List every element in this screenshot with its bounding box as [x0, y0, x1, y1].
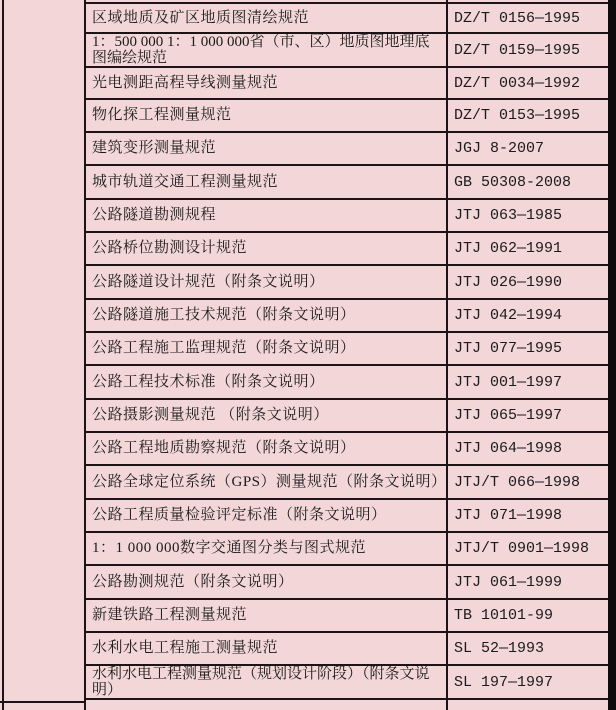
clipped-row-bottom [86, 700, 608, 710]
table-left-border [2, 0, 4, 710]
standard-code: TB 10101-99 [454, 607, 554, 624]
standard-code: JTJ/T 066—1998 [454, 473, 581, 491]
standard-code: JTJ 077—1995 [454, 340, 563, 357]
table-row [86, 566, 608, 600]
standard-code: JTJ 063—1985 [454, 207, 563, 224]
standard-name: 1：1 000 000数字交通图分类与图式规范 [92, 540, 367, 556]
standard-code: JGJ 8-2007 [454, 140, 545, 157]
standard-code: JTJ 064—1998 [454, 440, 563, 457]
left-column-bottom-border [0, 701, 86, 703]
standard-code: JTJ 026—1990 [454, 273, 563, 291]
table-row [86, 133, 608, 166]
standard-code: DZ/T 0159—1995 [454, 41, 581, 59]
standard-name: 区域地质及矿区地质图清绘规范 [92, 9, 310, 26]
table-row [86, 34, 608, 68]
standard-code: DZ/T 0156—1995 [454, 9, 581, 27]
table-row [86, 500, 608, 533]
standard-name: 1：500 000 1：1 000 000省（市、区）地质图地理底图编绘规范 [92, 34, 430, 66]
table-row [86, 4, 608, 34]
table-row [86, 666, 608, 700]
table-row [86, 433, 608, 466]
standard-code: JTJ 061—1999 [454, 573, 563, 591]
table-row [86, 233, 608, 266]
table-row [86, 400, 608, 433]
standard-name: 公路隧道设计规范（附条文说明） [92, 273, 325, 290]
standard-name: 物化探工程测量规范 [92, 107, 232, 123]
standard-name: 建筑变形测量规范 [92, 140, 217, 156]
standard-name: 公路工程施工监理规范（附条文说明） [92, 340, 356, 356]
table-row [86, 633, 608, 666]
standard-code: JTJ 042—1994 [454, 307, 563, 324]
standard-name: 水利水电工程施工测量规范 [92, 640, 279, 656]
standard-name: 水利水电工程测量规范（规划设计阶段）（附条文说明） [92, 666, 430, 698]
standard-code: DZ/T 0153—1995 [454, 107, 581, 124]
standard-name: 公路工程技术标准（附条文说明） [92, 373, 325, 390]
standard-name: 公路隧道施工技术规范（附条文说明） [92, 307, 356, 323]
standard-name: 城市轨道交通工程测量规范 [92, 173, 279, 190]
table-row [86, 366, 608, 400]
table-row [86, 200, 608, 233]
standard-code: JTJ 001—1997 [454, 373, 563, 391]
standard-code: JTJ 062—1991 [454, 240, 563, 257]
table-row [86, 266, 608, 300]
standard-name: 公路摄影测量规范 （附条文说明） [92, 407, 329, 423]
standard-code: SL 52—1993 [454, 640, 545, 657]
standard-name: 公路工程地质勘察规范（附条文说明） [92, 440, 356, 456]
standard-code: GB 50308-2008 [454, 173, 572, 191]
standard-code: JTJ 065—1997 [454, 407, 563, 424]
table-row [86, 600, 608, 633]
standard-name: 公路桥位勘测设计规范 [92, 240, 248, 256]
standard-name: 新建铁路工程测量规范 [92, 607, 248, 623]
table-right-edge [608, 0, 616, 710]
standard-name: 公路工程质量检验评定标准（附条文说明） [92, 507, 387, 523]
standard-code: JTJ/T 0901—1998 [454, 540, 590, 557]
table-row [86, 333, 608, 366]
standard-name: 公路隧道勘测规程 [92, 207, 217, 223]
table-row [86, 533, 608, 566]
table-row [86, 68, 608, 100]
standard-name: 公路全球定位系统（GPS）测量规范（附条文说明） [92, 473, 447, 490]
standard-name: 光电测距高程导线测量规范 [92, 74, 279, 91]
table-row [86, 166, 608, 200]
standard-code: DZ/T 0034—1992 [454, 74, 581, 92]
standard-name: 公路勘测规范（附条文说明） [92, 573, 294, 590]
table-row [86, 466, 608, 500]
standard-code: SL 197—1997 [454, 673, 554, 691]
table-row [86, 300, 608, 333]
standard-code: JTJ 071—1998 [454, 507, 563, 524]
table-row [86, 100, 608, 133]
table-body [86, 0, 608, 710]
